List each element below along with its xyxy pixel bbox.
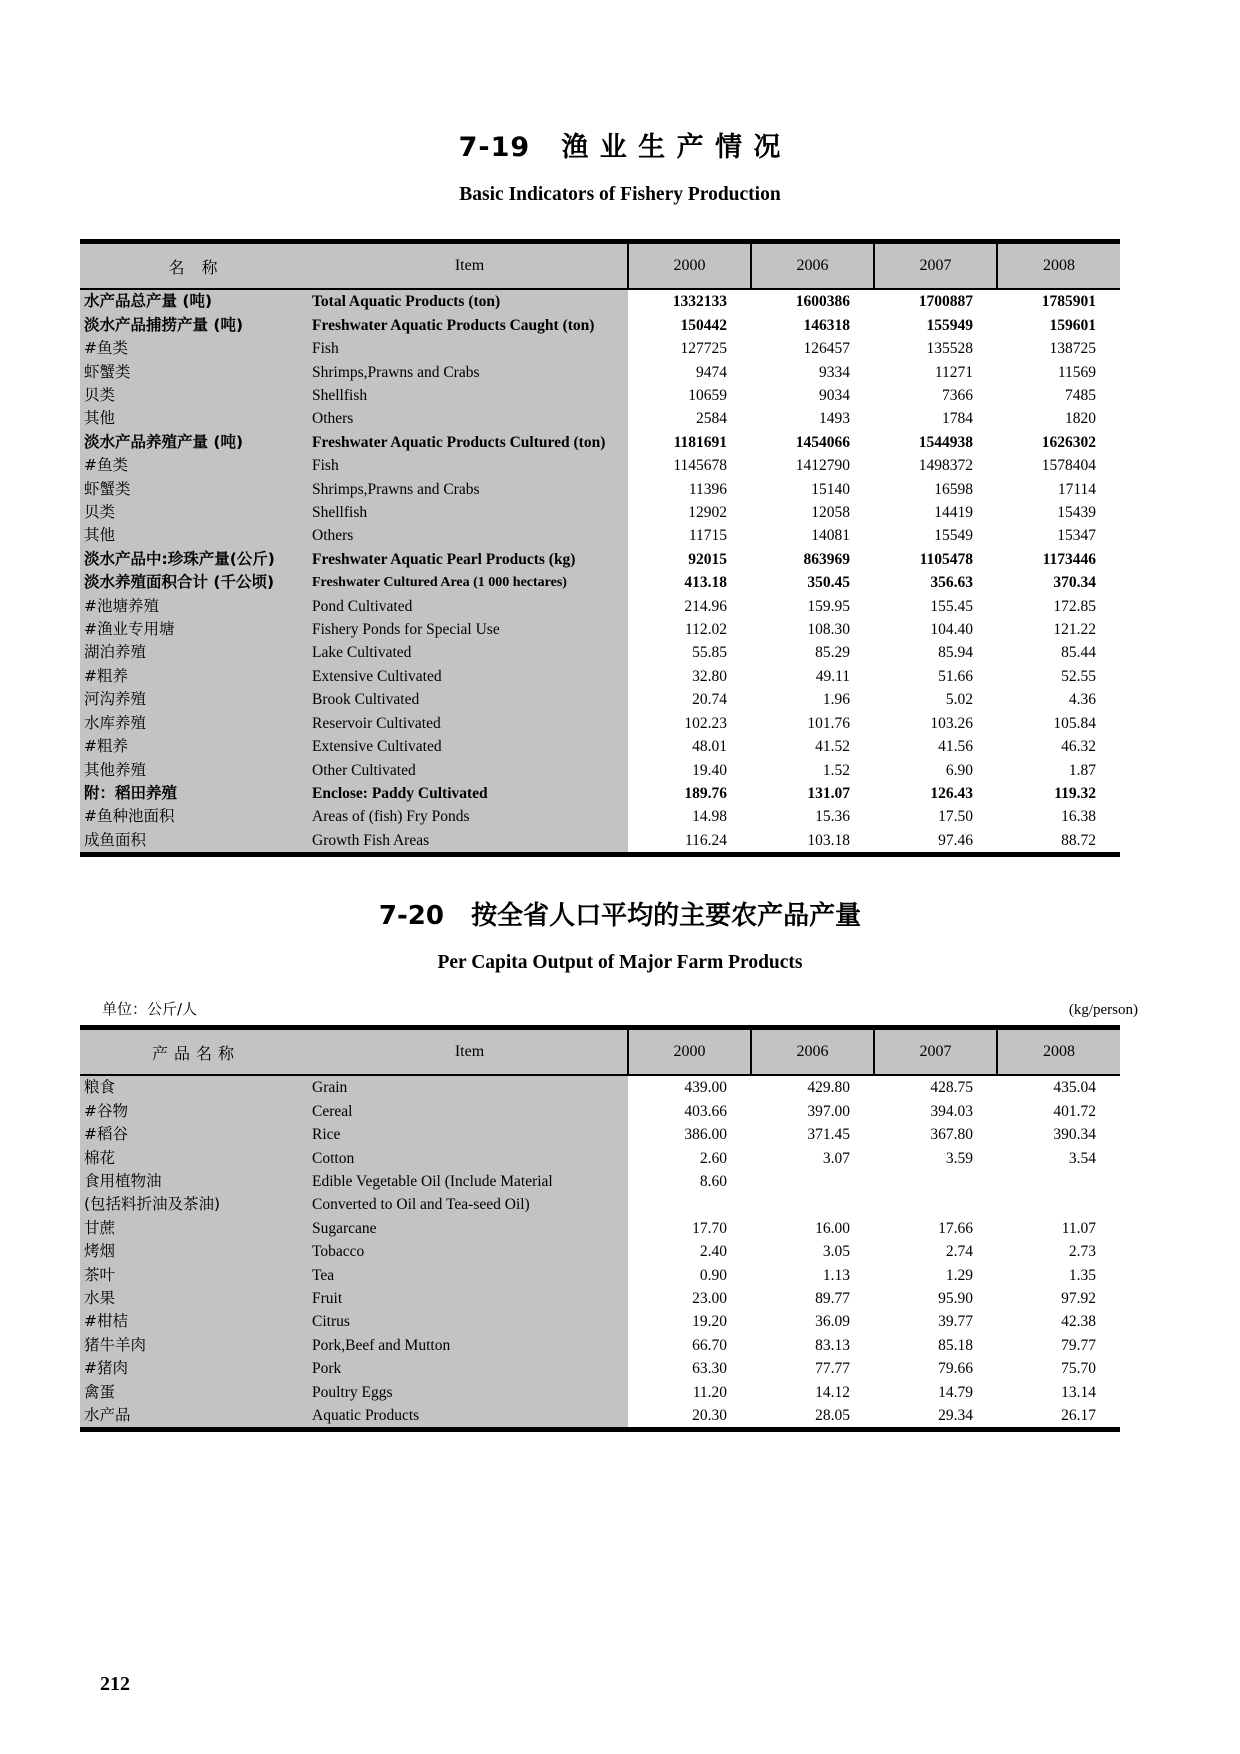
cell-value: 150442 — [628, 314, 751, 337]
row-label-cn: 水库养殖 — [80, 712, 312, 735]
cell-value: 103.26 — [874, 712, 997, 735]
row-label-en: Lake Cultivated — [312, 641, 628, 664]
row-label-en: Rice — [312, 1123, 628, 1146]
row-label-en: Others — [312, 407, 628, 430]
row-label-en: Fish — [312, 337, 628, 360]
cell-value: 1544938 — [874, 431, 997, 454]
cell-value: 85.94 — [874, 641, 997, 664]
table-row — [80, 1100, 1120, 1123]
cell-value: 7366 — [874, 384, 997, 407]
row-label-cn: 贝类 — [80, 501, 312, 524]
table-row — [80, 1123, 1120, 1146]
cell-value: 159.95 — [751, 595, 874, 618]
cell-value: 394.03 — [874, 1100, 997, 1123]
cell-value: 66.70 — [628, 1334, 751, 1357]
table-row — [80, 712, 1120, 735]
row-label-cn: 贝类 — [80, 384, 312, 407]
row-label-cn: #池塘养殖 — [80, 595, 312, 618]
cell-value: 1600386 — [751, 289, 874, 313]
cell-value: 104.40 — [874, 618, 997, 641]
table-row — [80, 1075, 1120, 1099]
table-row — [80, 571, 1120, 594]
cell-value: 75.70 — [997, 1357, 1120, 1380]
table-row — [80, 641, 1120, 664]
cell-value: 3.59 — [874, 1147, 997, 1170]
table-row — [80, 829, 1120, 855]
row-label-cn: #柑桔 — [80, 1310, 312, 1333]
row-label-cn: 其他养殖 — [80, 759, 312, 782]
cell-value: 119.32 — [997, 782, 1120, 805]
cell-value: 350.45 — [751, 571, 874, 594]
row-label-en: Fruit — [312, 1287, 628, 1310]
row-label-cn: 茶叶 — [80, 1264, 312, 1287]
table-row — [80, 618, 1120, 641]
row-label-cn: 淡水产品中:珍珠产量(公斤) — [80, 548, 312, 571]
cell-value: 15347 — [997, 524, 1120, 547]
cell-value: 19.40 — [628, 759, 751, 782]
table-row — [80, 1357, 1120, 1380]
cell-value: 116.24 — [628, 829, 751, 855]
table2-title-cn: 7-20 按全省人口平均的主要农产品产量 — [378, 901, 862, 932]
cell-value: 15439 — [997, 501, 1120, 524]
row-label-en: Cereal — [312, 1100, 628, 1123]
table-row — [80, 1264, 1120, 1287]
cell-value: 11569 — [997, 361, 1120, 384]
cell-value: 92015 — [628, 548, 751, 571]
cell-value: 15.36 — [751, 805, 874, 828]
cell-value: 371.45 — [751, 1123, 874, 1146]
table-row — [80, 688, 1120, 711]
per-capita-farm-output-table — [80, 1025, 1120, 1432]
cell-value: 1181691 — [628, 431, 751, 454]
row-label-en: Grain — [312, 1075, 628, 1099]
row-label-cn: #粗养 — [80, 665, 312, 688]
table-row — [80, 735, 1120, 758]
cell-value: 138725 — [997, 337, 1120, 360]
row-label-cn: 棉花 — [80, 1147, 312, 1170]
row-label-cn: 甘蔗 — [80, 1217, 312, 1240]
cell-value: 97.92 — [997, 1287, 1120, 1310]
row-label-en: Extensive Cultivated — [312, 735, 628, 758]
row-label-cn: #猪肉 — [80, 1357, 312, 1380]
cell-value: 10659 — [628, 384, 751, 407]
table1-header-year-2000: 2000 — [628, 242, 751, 290]
cell-value: 135528 — [874, 337, 997, 360]
cell-value: 131.07 — [751, 782, 874, 805]
unit-label-cn: 单位：公斤/人 — [102, 1000, 198, 1019]
table-row — [80, 782, 1120, 805]
cell-value: 11396 — [628, 478, 751, 501]
cell-value: 16.00 — [751, 1217, 874, 1240]
cell-value: 435.04 — [997, 1075, 1120, 1099]
cell-value: 370.34 — [997, 571, 1120, 594]
cell-value: 79.77 — [997, 1334, 1120, 1357]
cell-value: 26.17 — [997, 1404, 1120, 1430]
table-row — [80, 548, 1120, 571]
cell-value — [997, 1170, 1120, 1193]
row-label-cn: 其他 — [80, 407, 312, 430]
cell-value: 1332133 — [628, 289, 751, 313]
cell-value: 1493 — [751, 407, 874, 430]
cell-value: 146318 — [751, 314, 874, 337]
table-row — [80, 759, 1120, 782]
cell-value: 5.02 — [874, 688, 997, 711]
table-row — [80, 337, 1120, 360]
cell-value: 8.60 — [628, 1170, 751, 1193]
row-label-en: Total Aquatic Products (ton) — [312, 289, 628, 313]
cell-value: 390.34 — [997, 1123, 1120, 1146]
table-row — [80, 1170, 1120, 1193]
cell-value: 48.01 — [628, 735, 751, 758]
cell-value: 9034 — [751, 384, 874, 407]
row-label-en: Freshwater Aquatic Pearl Products (kg) — [312, 548, 628, 571]
table-row — [80, 478, 1120, 501]
cell-value: 20.74 — [628, 688, 751, 711]
table-row — [80, 384, 1120, 407]
cell-value: 13.14 — [997, 1381, 1120, 1404]
table1-header-name: 名 称 — [80, 242, 312, 290]
cell-value: 17.70 — [628, 1217, 751, 1240]
row-label-cn: 虾蟹类 — [80, 478, 312, 501]
cell-value: 1.96 — [751, 688, 874, 711]
row-label-en: Tea — [312, 1264, 628, 1287]
row-label-cn: 湖泊养殖 — [80, 641, 312, 664]
cell-value: 32.80 — [628, 665, 751, 688]
row-label-cn: 其他 — [80, 524, 312, 547]
cell-value: 63.30 — [628, 1357, 751, 1380]
cell-value: 1.52 — [751, 759, 874, 782]
row-label-cn: #稻谷 — [80, 1123, 312, 1146]
cell-value: 11715 — [628, 524, 751, 547]
cell-value — [628, 1193, 751, 1216]
row-label-en: Pond Cultivated — [312, 595, 628, 618]
row-label-en: Shellfish — [312, 501, 628, 524]
table2-header-year-2007: 2007 — [874, 1028, 997, 1076]
cell-value: 1820 — [997, 407, 1120, 430]
cell-value: 2.40 — [628, 1240, 751, 1263]
table2-header-name: 产品名称 — [80, 1028, 312, 1076]
row-label-en: Shrimps,Prawns and Crabs — [312, 361, 628, 384]
row-label-cn: 水果 — [80, 1287, 312, 1310]
row-label-cn: 淡水养殖面积合计 (千公顷) — [80, 571, 312, 594]
row-label-en: Shrimps,Prawns and Crabs — [312, 478, 628, 501]
cell-value — [874, 1193, 997, 1216]
cell-value: 126.43 — [874, 782, 997, 805]
cell-value — [997, 1193, 1120, 1216]
row-label-en: Extensive Cultivated — [312, 665, 628, 688]
cell-value — [751, 1170, 874, 1193]
cell-value: 429.80 — [751, 1075, 874, 1099]
cell-value: 85.18 — [874, 1334, 997, 1357]
table-row — [80, 407, 1120, 430]
fishery-production-table — [80, 239, 1120, 857]
table2-header-item: Item — [312, 1028, 628, 1076]
cell-value: 11.07 — [997, 1217, 1120, 1240]
cell-value: 83.13 — [751, 1334, 874, 1357]
cell-value: 101.76 — [751, 712, 874, 735]
cell-value: 159601 — [997, 314, 1120, 337]
cell-value: 189.76 — [628, 782, 751, 805]
row-label-en: Converted to Oil and Tea-seed Oil) — [312, 1193, 628, 1216]
cell-value: 16598 — [874, 478, 997, 501]
cell-value: 214.96 — [628, 595, 751, 618]
table1-title-en: Basic Indicators of Fishery Production — [459, 184, 781, 206]
cell-value: 14.12 — [751, 1381, 874, 1404]
cell-value: 7485 — [997, 384, 1120, 407]
table1-header-year-2006: 2006 — [751, 242, 874, 290]
table2-title-en: Per Capita Output of Major Farm Products — [437, 952, 803, 974]
cell-value: 17.66 — [874, 1217, 997, 1240]
table1-header-item: Item — [312, 242, 628, 290]
row-label-cn: 淡水产品捕捞产量 (吨) — [80, 314, 312, 337]
table-row — [80, 1404, 1120, 1430]
row-label-cn: (包括料折油及茶油) — [80, 1193, 312, 1216]
row-label-en: Growth Fish Areas — [312, 829, 628, 855]
cell-value: 2.60 — [628, 1147, 751, 1170]
cell-value: 9334 — [751, 361, 874, 384]
cell-value: 14.79 — [874, 1381, 997, 1404]
row-label-cn: 猪牛羊肉 — [80, 1334, 312, 1357]
row-label-cn: 河沟养殖 — [80, 688, 312, 711]
table-row — [80, 289, 1120, 313]
row-label-cn: 淡水产品养殖产量 (吨) — [80, 431, 312, 454]
row-label-en: Enclose: Paddy Cultivated — [312, 782, 628, 805]
row-label-en: Reservoir Cultivated — [312, 712, 628, 735]
row-label-en: Aquatic Products — [312, 1404, 628, 1430]
table-row — [80, 1217, 1120, 1240]
table2-header-year-2000: 2000 — [628, 1028, 751, 1076]
table-row — [80, 1334, 1120, 1357]
cell-value: 11.20 — [628, 1381, 751, 1404]
cell-value: 103.18 — [751, 829, 874, 855]
row-label-en: Freshwater Aquatic Products Cultured (ton) — [312, 431, 628, 454]
row-label-cn: 烤烟 — [80, 1240, 312, 1263]
row-label-cn: 禽蛋 — [80, 1381, 312, 1404]
cell-value: 88.72 — [997, 829, 1120, 855]
cell-value: 12902 — [628, 501, 751, 524]
table-row — [80, 1240, 1120, 1263]
table1-header-year-2007: 2007 — [874, 242, 997, 290]
cell-value: 11271 — [874, 361, 997, 384]
cell-value: 2.74 — [874, 1240, 997, 1263]
table-row — [80, 805, 1120, 828]
cell-value: 51.66 — [874, 665, 997, 688]
cell-value: 14081 — [751, 524, 874, 547]
row-label-cn: 成鱼面积 — [80, 829, 312, 855]
row-label-cn: 附：稻田养殖 — [80, 782, 312, 805]
cell-value: 126457 — [751, 337, 874, 360]
row-label-cn: #鱼类 — [80, 454, 312, 477]
table-row — [80, 595, 1120, 618]
row-label-en: Brook Cultivated — [312, 688, 628, 711]
cell-value: 127725 — [628, 337, 751, 360]
cell-value: 77.77 — [751, 1357, 874, 1380]
cell-value: 1578404 — [997, 454, 1120, 477]
row-label-en: Shellfish — [312, 384, 628, 407]
cell-value: 155.45 — [874, 595, 997, 618]
cell-value: 1.29 — [874, 1264, 997, 1287]
cell-value: 2.73 — [997, 1240, 1120, 1263]
cell-value: 413.18 — [628, 571, 751, 594]
cell-value: 41.52 — [751, 735, 874, 758]
table-row — [80, 361, 1120, 384]
cell-value: 23.00 — [628, 1287, 751, 1310]
cell-value: 3.05 — [751, 1240, 874, 1263]
table-row — [80, 501, 1120, 524]
page-number: 212 — [100, 1673, 130, 1695]
table-row — [80, 431, 1120, 454]
cell-value: 3.07 — [751, 1147, 874, 1170]
cell-value: 28.05 — [751, 1404, 874, 1430]
cell-value: 1.87 — [997, 759, 1120, 782]
table-row — [80, 1193, 1120, 1216]
cell-value: 89.77 — [751, 1287, 874, 1310]
row-label-en: Areas of (fish) Fry Ponds — [312, 805, 628, 828]
cell-value: 105.84 — [997, 712, 1120, 735]
row-label-cn: 虾蟹类 — [80, 361, 312, 384]
table-row — [80, 314, 1120, 337]
cell-value: 36.09 — [751, 1310, 874, 1333]
cell-value: 102.23 — [628, 712, 751, 735]
row-label-cn: #渔业专用塘 — [80, 618, 312, 641]
row-label-cn: #粗养 — [80, 735, 312, 758]
cell-value: 14.98 — [628, 805, 751, 828]
cell-value: 172.85 — [997, 595, 1120, 618]
cell-value: 17.50 — [874, 805, 997, 828]
table1-header — [80, 242, 1120, 290]
cell-value: 428.75 — [874, 1075, 997, 1099]
cell-value: 1498372 — [874, 454, 997, 477]
table2-body — [80, 1075, 1120, 1430]
cell-value: 1454066 — [751, 431, 874, 454]
cell-value: 9474 — [628, 361, 751, 384]
row-label-en: Poultry Eggs — [312, 1381, 628, 1404]
cell-value: 1105478 — [874, 548, 997, 571]
cell-value: 0.90 — [628, 1264, 751, 1287]
table1-body — [80, 289, 1120, 854]
table1-title-cn: 7-19 渔 业 生 产 情 况 — [458, 132, 782, 163]
cell-value: 79.66 — [874, 1357, 997, 1380]
cell-value: 14419 — [874, 501, 997, 524]
cell-value: 52.55 — [997, 665, 1120, 688]
cell-value: 397.00 — [751, 1100, 874, 1123]
cell-value: 108.30 — [751, 618, 874, 641]
cell-value: 3.54 — [997, 1147, 1120, 1170]
cell-value: 2584 — [628, 407, 751, 430]
row-label-en: Pork,Beef and Mutton — [312, 1334, 628, 1357]
cell-value: 1412790 — [751, 454, 874, 477]
table2-header — [80, 1028, 1120, 1076]
cell-value: 386.00 — [628, 1123, 751, 1146]
table2-header-year-2008: 2008 — [997, 1028, 1120, 1076]
row-label-en: Freshwater Cultured Area (1 000 hectares) — [312, 571, 628, 594]
cell-value: 401.72 — [997, 1100, 1120, 1123]
table-row — [80, 454, 1120, 477]
row-label-cn: 水产品 — [80, 1404, 312, 1430]
row-label-cn: 食用植物油 — [80, 1170, 312, 1193]
row-label-en: Citrus — [312, 1310, 628, 1333]
cell-value: 1.35 — [997, 1264, 1120, 1287]
unit-label-en: (kg/person) — [1068, 1002, 1138, 1019]
cell-value — [874, 1170, 997, 1193]
table-row — [80, 1310, 1120, 1333]
cell-value: 29.34 — [874, 1404, 997, 1430]
row-label-en: Tobacco — [312, 1240, 628, 1263]
cell-value: 155949 — [874, 314, 997, 337]
table-row — [80, 665, 1120, 688]
row-label-cn: 粮食 — [80, 1075, 312, 1099]
cell-value: 121.22 — [997, 618, 1120, 641]
cell-value: 15140 — [751, 478, 874, 501]
cell-value: 356.63 — [874, 571, 997, 594]
table1-header-year-2008: 2008 — [997, 242, 1120, 290]
row-label-en: Fish — [312, 454, 628, 477]
cell-value: 15549 — [874, 524, 997, 547]
cell-value: 41.56 — [874, 735, 997, 758]
cell-value: 39.77 — [874, 1310, 997, 1333]
cell-value: 17114 — [997, 478, 1120, 501]
table2-header-year-2006: 2006 — [751, 1028, 874, 1076]
cell-value: 42.38 — [997, 1310, 1120, 1333]
row-label-en: Freshwater Aquatic Products Caught (ton) — [312, 314, 628, 337]
cell-value: 439.00 — [628, 1075, 751, 1099]
row-label-en: Pork — [312, 1357, 628, 1380]
cell-value: 1785901 — [997, 289, 1120, 313]
cell-value: 85.29 — [751, 641, 874, 664]
row-label-en: Others — [312, 524, 628, 547]
cell-value — [751, 1193, 874, 1216]
table-row — [80, 1381, 1120, 1404]
cell-value: 1784 — [874, 407, 997, 430]
cell-value: 97.46 — [874, 829, 997, 855]
table2-unit-line — [100, 998, 1140, 1023]
row-label-en: Cotton — [312, 1147, 628, 1170]
cell-value: 112.02 — [628, 618, 751, 641]
table-row — [80, 1147, 1120, 1170]
cell-value: 49.11 — [751, 665, 874, 688]
cell-value: 4.36 — [997, 688, 1120, 711]
row-label-en: Fishery Ponds for Special Use — [312, 618, 628, 641]
row-label-en: Other Cultivated — [312, 759, 628, 782]
table-row — [80, 524, 1120, 547]
cell-value: 6.90 — [874, 759, 997, 782]
cell-value: 95.90 — [874, 1287, 997, 1310]
cell-value: 367.80 — [874, 1123, 997, 1146]
cell-value: 12058 — [751, 501, 874, 524]
cell-value: 46.32 — [997, 735, 1120, 758]
table-row — [80, 1287, 1120, 1310]
cell-value: 1700887 — [874, 289, 997, 313]
cell-value: 1.13 — [751, 1264, 874, 1287]
row-label-en: Sugarcane — [312, 1217, 628, 1240]
cell-value: 20.30 — [628, 1404, 751, 1430]
row-label-cn: #鱼类 — [80, 337, 312, 360]
cell-value: 403.66 — [628, 1100, 751, 1123]
cell-value: 1626302 — [997, 431, 1120, 454]
cell-value: 85.44 — [997, 641, 1120, 664]
row-label-cn: #鱼种池面积 — [80, 805, 312, 828]
cell-value: 19.20 — [628, 1310, 751, 1333]
row-label-cn: #谷物 — [80, 1100, 312, 1123]
cell-value: 16.38 — [997, 805, 1120, 828]
cell-value: 1145678 — [628, 454, 751, 477]
row-label-cn: 水产品总产量 (吨) — [80, 289, 312, 313]
cell-value: 1173446 — [997, 548, 1120, 571]
cell-value: 863969 — [751, 548, 874, 571]
row-label-en: Edible Vegetable Oil (Include Material — [312, 1170, 628, 1193]
cell-value: 55.85 — [628, 641, 751, 664]
